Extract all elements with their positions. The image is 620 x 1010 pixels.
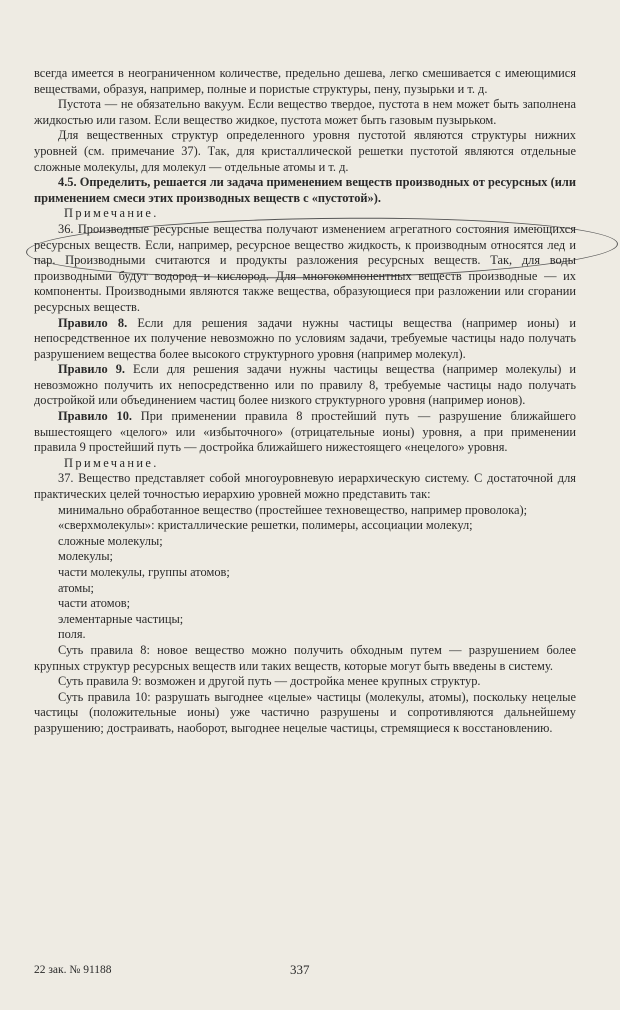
- paragraph-rule-9: [34, 362, 576, 409]
- rule-10-text: При применении правила 8 простейший путь — разрушение ближайшего вышестоящего «целого» или «избыточного» (отрицательные ионы) уровня, а при применении правила 9 простейший путь — достройка ближайшего нижестоящего «нецелого» уровня.: [34, 409, 576, 455]
- list-item: атомы;: [58, 580, 94, 595]
- list-item: минимально обработанное вещество (простейшее техновещество, например проволока);: [58, 502, 528, 517]
- list-item: сложные молекулы;: [58, 533, 163, 548]
- list-item: элементарные частицы;: [58, 611, 184, 626]
- rule-8-text: Если для решения задачи нужны частицы вещества (например ионы) и непосредственное их получение невозможно по условиям задачи, требуемые частицы надо получать разрушением вещества более высокого структурного уровня (например молекул).: [34, 315, 576, 361]
- list-item: молекулы;: [58, 549, 114, 564]
- page-number: 337: [290, 962, 310, 977]
- list-item: части атомов;: [58, 596, 131, 611]
- paragraph-void-not-vacuum: Пустота — не обязательно вакуум. Если вещество твердое, пустота в нем может быть заполнена жидкостью или газом. Если вещество жидкое, пустота может быть газовым пузырьком.: [34, 97, 576, 127]
- step-4-5-text: 4.5. Определить, решается ли задача применением веществ производных от ресурсных (или применением смеси этих производных веществ с «пустотой»).: [34, 175, 576, 205]
- rule-8-label: Правило 8.: [58, 315, 128, 330]
- note-heading-2: Примечание.: [64, 455, 159, 470]
- printer-signature: 22 зак. № 91188: [34, 964, 112, 976]
- paragraph-structure-levels: Для вещественных структур определенного уровня пустотой являются структуры нижних уровней (см. примечание 37). Так, для кристаллической решетки пустотой являются отдельные сложные молекулы, для молекул — отдельные атомы и т. д.: [34, 128, 576, 174]
- note-heading-1: Примечание.: [64, 206, 159, 221]
- paragraph-note-36: 36. Производные ресурсные вещества получают изменением агрегатного состояния имеющихся ресурсных веществ. Если, например, ресурсное вещество жидкость, к производным относятся лед и пар. Производными считаются и продукты разложения ресурсных веществ. Так, для воды производными будут водород и кислород. Для многокомпонентных веществ производные — их компоненты. Производными являются также вещества, образующиеся при разложении или сгорании ресурсных веществ.: [34, 221, 576, 314]
- paragraph-essence-rule-10: Суть правила 10: разрушать выгоднее «целые» частицы (молекулы, атомы), поскольку нецелые частицы (положительные ионы) уже частично разрушены и сопротивляются дальнейшему разрушению; достраивать, наоборот, выгоднее нецелые частицы, стремящиеся к восстановлению.: [34, 689, 576, 735]
- paragraph-step-4-5: [34, 175, 576, 206]
- rule-9-text: Если для решения задачи нужны частицы вещества (например молекулы) и невозможно получить их непосредственно или по правилу 8, требуемые частицы надо получать достройкой или объединением частиц более низкого структурного уровня (например ионов).: [34, 362, 577, 408]
- rule-9-label: Правило 9.: [58, 362, 126, 377]
- paragraph-continuation: всегда имеется в неограниченном количестве, предельно дешева, легко смешивается с имеющимися веществами, образуя, например, полные и пористые структуры, пену, пузырьки и т. д.: [34, 66, 576, 96]
- paragraph-note-37: 37. Вещество представляет собой многоуровневую иерархическую систему. С достаточной для практических целей точностью иерархию уровней можно представить так:: [34, 471, 576, 502]
- paragraph-essence-rule-9: Суть правила 9: возможен и другой путь — достройка менее крупных структур.: [58, 674, 481, 689]
- paragraph-essence-rule-8: Суть правила 8: новое вещество можно получить обходным путем — разрушением более крупных структур ресурсных веществ или таких веществ, которые могут быть введены в систему.: [34, 642, 576, 673]
- page-footer: [34, 964, 576, 982]
- list-item: поля.: [58, 627, 86, 642]
- paragraph-rule-10: [34, 409, 576, 456]
- list-item: части молекулы, группы атомов;: [58, 565, 230, 579]
- list-item: «сверхмолекулы»: кристаллические решетки, полимеры, ассоциации молекул;: [58, 518, 473, 533]
- page-text: [34, 66, 576, 737]
- rule-10-label: Правило 10.: [58, 409, 132, 424]
- paragraph-rule-8: [34, 316, 576, 363]
